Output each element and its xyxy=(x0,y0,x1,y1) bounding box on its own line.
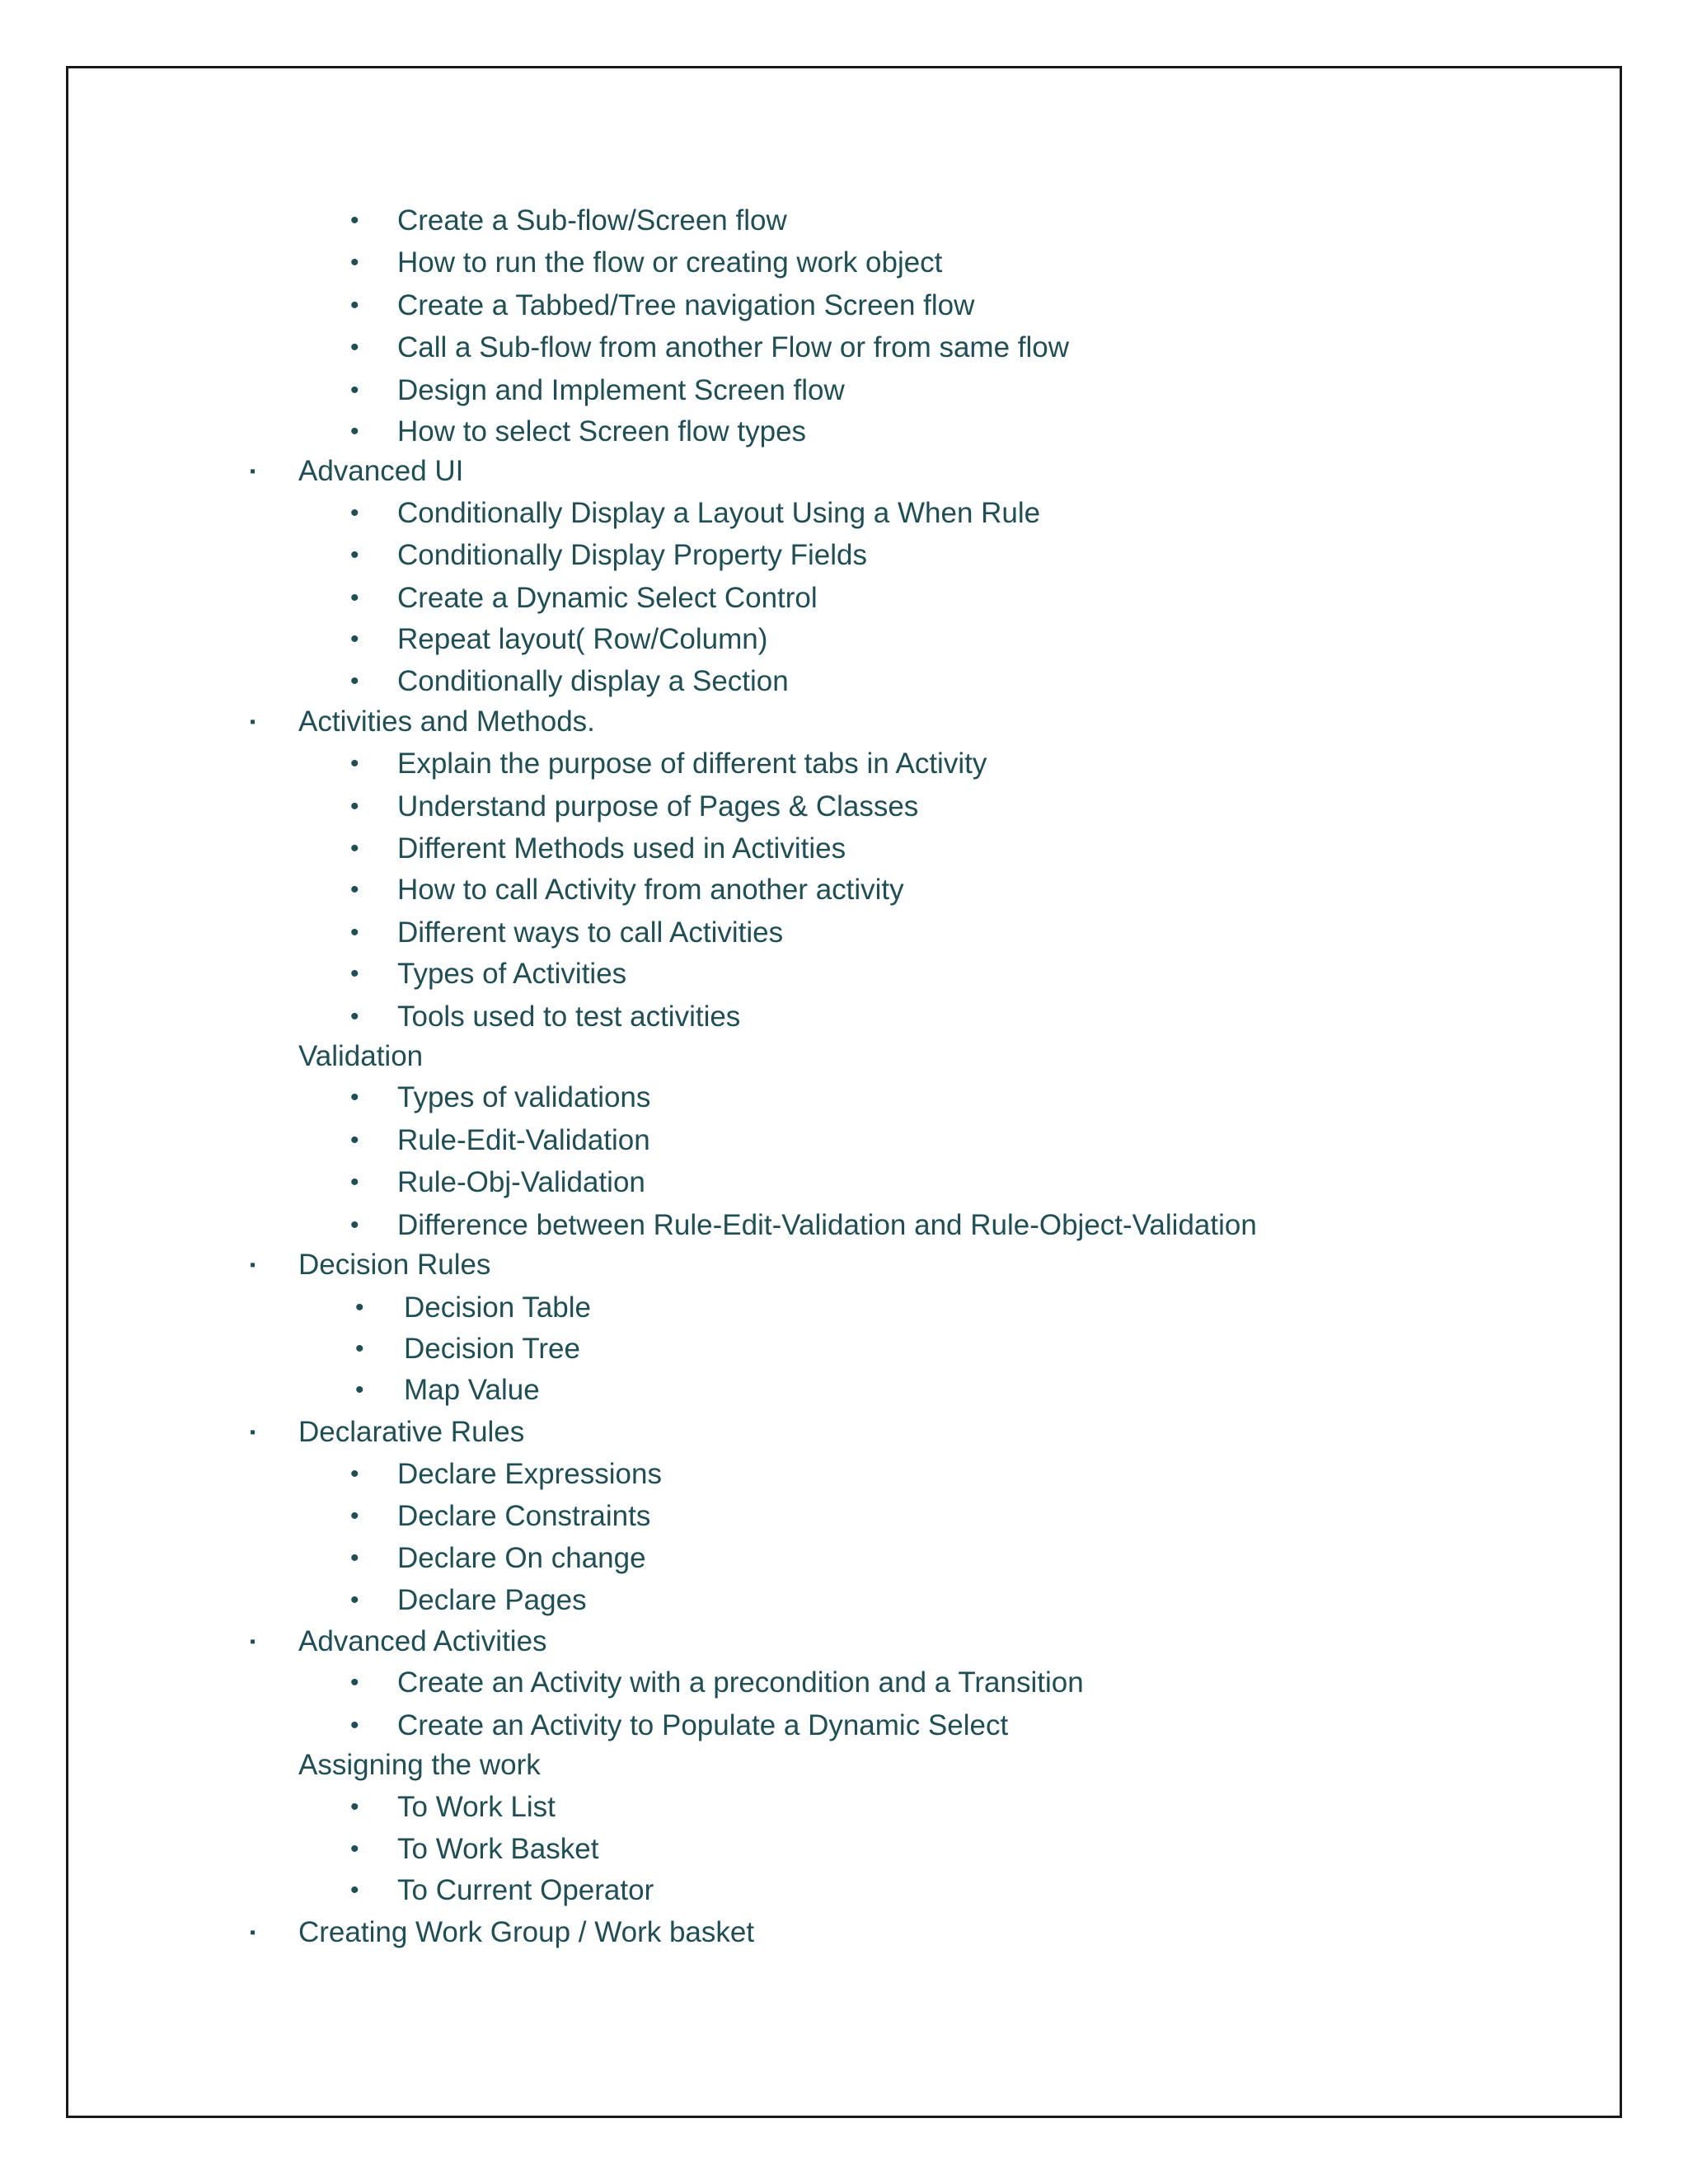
bullet-icon: • xyxy=(350,1793,359,1821)
list-item-text: Decision Tree xyxy=(404,1333,580,1365)
list-item-text: Call a Sub-flow from another Flow or from same flow xyxy=(397,331,1069,363)
list-item xyxy=(0,1456,1688,1493)
list-item xyxy=(0,1665,1688,1701)
section-heading-text: Decision Rules xyxy=(298,1249,491,1281)
list-item xyxy=(0,414,1688,450)
list-item xyxy=(0,495,1688,532)
square-bullet-icon: ▪ xyxy=(250,1423,256,1441)
list-item xyxy=(0,1872,1688,1909)
square-bullet-icon: ▪ xyxy=(250,713,256,731)
section-heading xyxy=(0,1414,1688,1451)
list-item-text: Create a Dynamic Select Control xyxy=(397,582,818,614)
list-item-text: Types of validations xyxy=(397,1081,651,1113)
list-item xyxy=(0,288,1688,324)
section-heading-text: Assigning the work xyxy=(298,1749,541,1781)
list-item-text: Repeat layout( Row/Column) xyxy=(397,623,768,655)
list-item xyxy=(0,1331,1688,1367)
list-item xyxy=(0,789,1688,825)
list-item-text: Rule-Obj-Validation xyxy=(397,1166,645,1198)
list-item-text: How to select Screen flow types xyxy=(397,415,807,448)
bullet-icon: • xyxy=(350,1460,359,1488)
square-bullet-icon: ▪ xyxy=(250,1256,256,1274)
list-item-text: Create a Tabbed/Tree navigation Screen flow xyxy=(397,289,975,321)
bullet-icon: • xyxy=(350,1544,359,1572)
bullet-icon: • xyxy=(350,1502,359,1530)
list-item-text: Types of Activities xyxy=(397,958,627,990)
bullet-icon: • xyxy=(350,207,359,234)
bullet-icon: • xyxy=(350,1003,359,1030)
list-item-text: To Work Basket xyxy=(397,1833,599,1865)
list-item-text: Decision Table xyxy=(404,1291,591,1324)
bullet-icon: • xyxy=(350,1586,359,1614)
bullet-icon: • xyxy=(350,292,359,319)
bullet-icon: • xyxy=(355,1335,364,1362)
section-heading xyxy=(0,453,1688,490)
bullet-icon: • xyxy=(350,919,359,946)
bullet-icon: • xyxy=(350,1835,359,1863)
list-item xyxy=(0,1207,1688,1244)
bullet-icon: • xyxy=(350,1669,359,1696)
bullet-icon: • xyxy=(350,793,359,820)
list-item-text: Declare Constraints xyxy=(397,1500,651,1532)
bullet-icon: • xyxy=(350,1712,359,1739)
bullet-icon: • xyxy=(355,1294,364,1321)
list-item-text: Explain the purpose of different tabs in Activity xyxy=(397,748,987,780)
bullet-icon: • xyxy=(350,835,359,862)
list-item-text: Different Methods used in Activities xyxy=(397,832,846,865)
bullet-icon: • xyxy=(350,584,359,612)
list-item xyxy=(0,831,1688,867)
list-item-text: Conditionally Display Property Fields xyxy=(397,539,867,571)
list-item-text: To Current Operator xyxy=(397,1874,654,1906)
list-item xyxy=(0,1540,1688,1577)
bullet-icon: • xyxy=(350,249,359,276)
list-item-text: Create a Sub-flow/Screen flow xyxy=(397,204,787,237)
bullet-icon: • xyxy=(350,626,359,653)
bullet-icon: • xyxy=(350,418,359,445)
section-heading xyxy=(0,704,1688,740)
list-item xyxy=(0,1290,1688,1326)
bullet-icon: • xyxy=(350,960,359,987)
square-bullet-icon: ▪ xyxy=(250,1633,256,1651)
bullet-icon: • xyxy=(350,1084,359,1111)
list-item-text: Conditionally display a Section xyxy=(397,665,789,697)
bullet-icon: • xyxy=(350,668,359,695)
list-item-text: Declare Expressions xyxy=(397,1458,662,1490)
list-item-text: How to call Activity from another activity xyxy=(397,874,904,906)
list-item xyxy=(0,999,1688,1035)
bullet-icon: • xyxy=(350,1877,359,1904)
bullet-icon: • xyxy=(350,541,359,569)
list-item xyxy=(0,746,1688,782)
bullet-icon: • xyxy=(350,1127,359,1154)
list-item xyxy=(0,203,1688,239)
list-item xyxy=(0,915,1688,951)
section-heading xyxy=(0,1624,1688,1660)
section-heading xyxy=(0,1038,1688,1075)
list-item xyxy=(0,1831,1688,1868)
bullet-icon: • xyxy=(350,1212,359,1239)
bullet-icon: • xyxy=(350,750,359,777)
section-heading xyxy=(0,1247,1688,1283)
bullet-icon: • xyxy=(350,876,359,903)
bullet-icon: • xyxy=(350,334,359,361)
list-item-text: How to run the flow or creating work object xyxy=(397,246,943,279)
list-item-text: Conditionally Display a Layout Using a When Rule xyxy=(397,497,1041,529)
list-item xyxy=(0,1372,1688,1408)
section-heading xyxy=(0,1915,1688,1951)
bullet-icon: • xyxy=(350,377,359,404)
section-heading-text: Advanced Activities xyxy=(298,1625,547,1657)
list-item xyxy=(0,537,1688,574)
bullet-icon: • xyxy=(350,1169,359,1196)
list-item-text: Design and Implement Screen flow xyxy=(397,374,845,406)
section-heading xyxy=(0,1747,1688,1783)
square-bullet-icon: ▪ xyxy=(250,462,256,480)
list-item-text: Understand purpose of Pages & Classes xyxy=(397,790,919,823)
list-item xyxy=(0,956,1688,992)
bullet-icon: • xyxy=(355,1376,364,1404)
list-item xyxy=(0,373,1688,409)
list-item xyxy=(0,1165,1688,1201)
list-item-text: Declare On change xyxy=(397,1542,646,1574)
list-item-text: To Work List xyxy=(397,1791,556,1823)
list-item xyxy=(0,621,1688,658)
section-heading-text: Creating Work Group / Work basket xyxy=(298,1916,755,1948)
list-item xyxy=(0,330,1688,366)
list-item-text: Create an Activity with a precondition and a Transition xyxy=(397,1666,1084,1699)
list-item xyxy=(0,245,1688,281)
section-heading-text: Declarative Rules xyxy=(298,1416,525,1448)
square-bullet-icon: ▪ xyxy=(250,1924,256,1942)
list-item xyxy=(0,872,1688,908)
list-item-text: Map Value xyxy=(404,1374,540,1406)
list-item-text: Tools used to test activities xyxy=(397,1001,741,1033)
list-item-text: Different ways to call Activities xyxy=(397,916,784,949)
section-heading-text: Validation xyxy=(298,1040,424,1072)
list-item xyxy=(0,1498,1688,1535)
list-item xyxy=(0,1080,1688,1116)
list-item xyxy=(0,1789,1688,1825)
list-item xyxy=(0,1708,1688,1744)
list-item-text: Declare Pages xyxy=(397,1584,587,1616)
list-item xyxy=(0,580,1688,616)
list-item-text: Difference between Rule-Edit-Validation and Rule-Object-Validation xyxy=(397,1209,1257,1241)
list-item xyxy=(0,1582,1688,1619)
list-item-text: Create an Activity to Populate a Dynamic Select xyxy=(397,1709,1009,1741)
list-item xyxy=(0,1122,1688,1159)
section-heading-text: Activities and Methods. xyxy=(298,705,595,738)
bullet-icon: • xyxy=(350,499,359,527)
list-item-text: Rule-Edit-Validation xyxy=(397,1124,650,1156)
list-item xyxy=(0,663,1688,700)
section-heading-text: Advanced UI xyxy=(298,455,464,487)
